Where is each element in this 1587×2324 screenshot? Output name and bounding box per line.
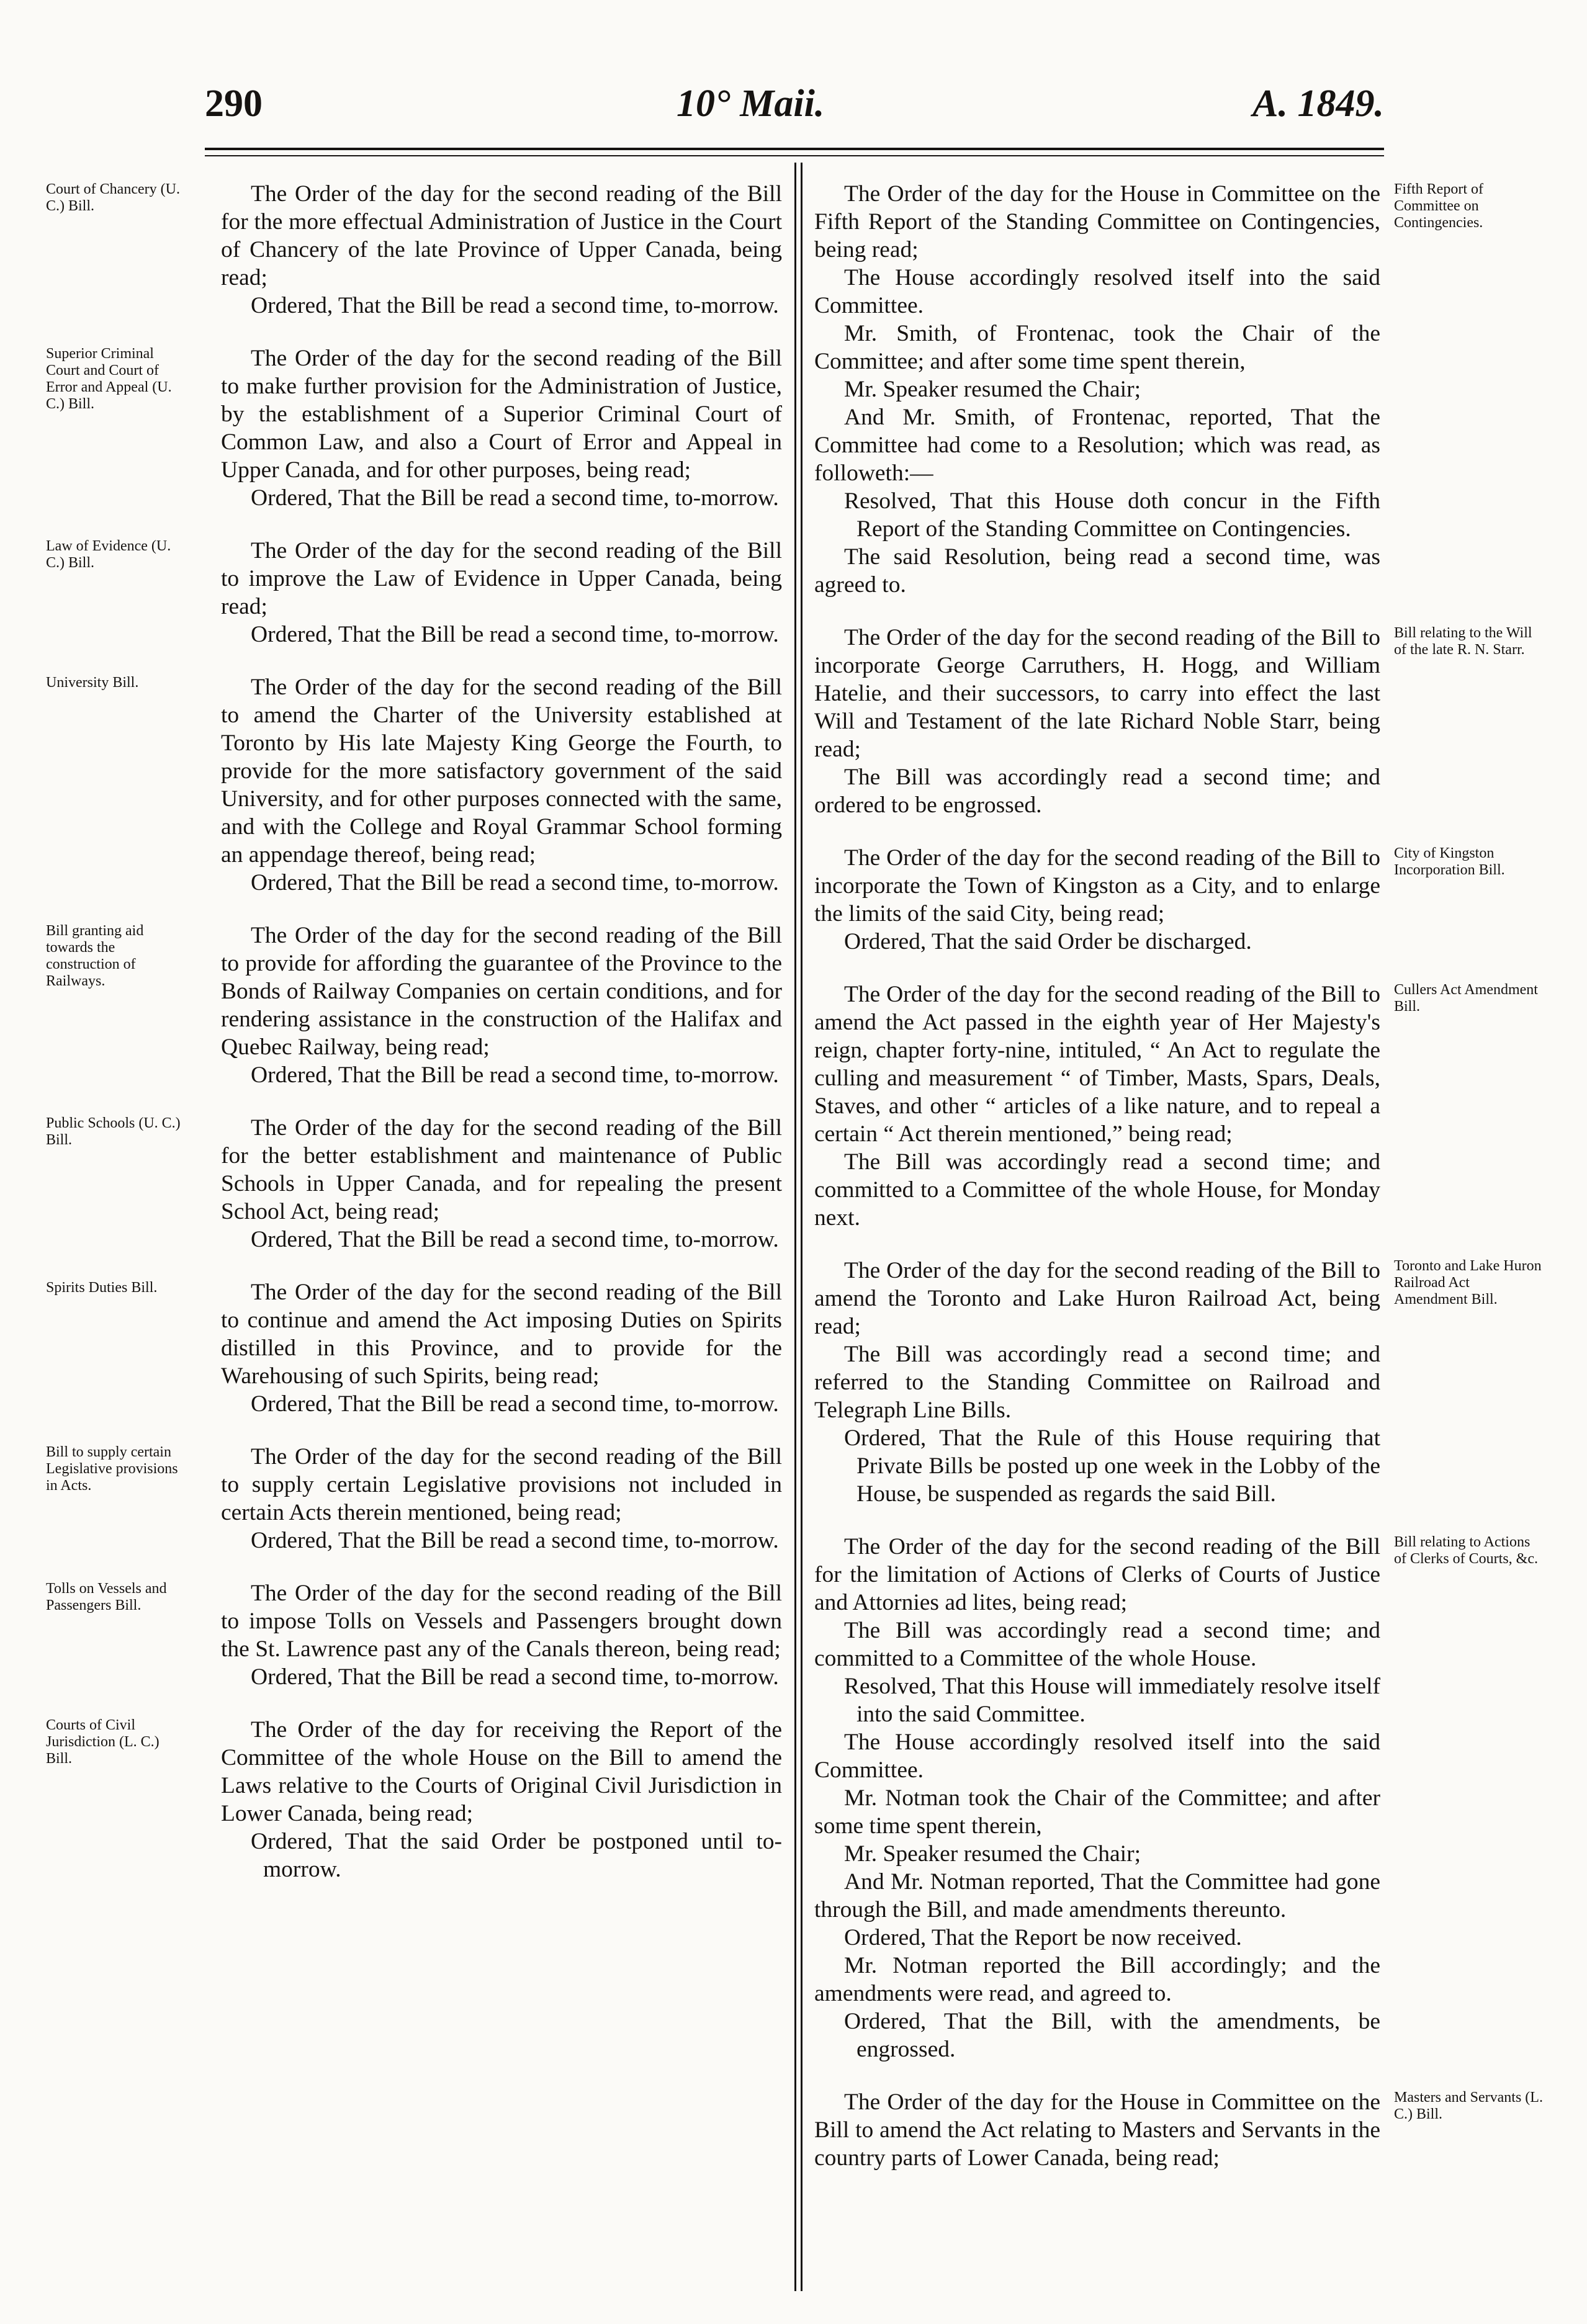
resolution-line: Ordered, That the Bill be read a second time, to-morrow. (251, 1664, 779, 1690)
entry-paragraph: The Order of the day for the House in Committee on the Fifth Report of the Standing Committee on Contingencies, being read; (814, 181, 1380, 262)
entry-paragraph: And Mr. Smith, of Frontenac, reported, That the Committee had come to a Resolution; which was read, as followeth:— (814, 405, 1380, 486)
margin-note: Bill relating to the Will of the late R. N. Starr. (1394, 625, 1532, 658)
resolution-line: Ordered, That the Bill be read a second time, to-morrow. (251, 870, 779, 895)
left-column (46, 180, 782, 1908)
entry-paragraph: The Order of the day for the second reading of the Bill to improve the Law of Evidence in Upper Canada, being read; (221, 538, 782, 619)
resolution-line: Ordered, That the Rule of this House requiring that Private Bills be posted up one week in the Lobby of the House, be suspended as regards the said Bill. (844, 1425, 1380, 1507)
entry-paragraph: Mr. Notman took the Chair of the Committee; and after some time spent therein, (814, 1785, 1380, 1839)
journal-entry (814, 844, 1505, 956)
entry-paragraph: The Order of the day for the second reading of the Bill to make further provision for the Administration of Justice, by the establishment of a Superior Criminal Court of Common Law, and also a Court of Error and Appeal in Upper Canada, and for other purposes, being read; (221, 346, 782, 483)
resolution-line: Resolved, That this House doth concur in the Fifth Report of the Standing Committee on Contingencies. (844, 488, 1380, 542)
journal-entry (46, 344, 782, 512)
entry-paragraph: And Mr. Notman reported, That the Committee had gone through the Bill, and made amendments thereunto. (814, 1869, 1380, 1922)
resolution-line: Ordered, That the said Order be postponed until to-morrow. (251, 1829, 782, 1882)
entry-paragraph: The Order of the day for the second reading of the Bill to supply certain Legislative provisions not included in certain Acts therein mentioned, being read; (221, 1444, 782, 1525)
resolution-line: Ordered, That the Bill be read a second time, to-morrow. (251, 293, 779, 318)
entry-paragraph: The Bill was accordingly read a second time; and referred to the Standing Committee on Railroad and Telegraph Line Bills. (814, 1342, 1380, 1423)
margin-note: Law of Evidence (U. C.) Bill. (46, 538, 171, 571)
margin-note: Bill granting aid towards the construction of Railways. (46, 923, 144, 989)
margin-note: Superior Criminal Court and Court of Error and Appeal (U. C.) Bill. (46, 346, 172, 412)
entry-paragraph: The House accordingly resolved itself into the said Committee. (814, 265, 1380, 318)
entry-paragraph: Mr. Smith, of Frontenac, took the Chair of the Committee; and after some time spent therein, (814, 321, 1380, 374)
margin-note: Public Schools (U. C.) Bill. (46, 1115, 181, 1148)
resolution-line: Ordered, That the Bill be read a second time, to-morrow. (251, 1062, 779, 1088)
entry-paragraph: Mr. Speaker resumed the Chair; (844, 377, 1141, 402)
resolution-line: Ordered, That the Bill be read a second time, to-morrow. (251, 1227, 779, 1252)
entry-paragraph: The Order of the day for receiving the Report of the Committee of the whole House on the Bill to amend the Laws relative to the Courts of Original Civil Jurisdiction in Lower Canada, being read; (221, 1717, 782, 1826)
journal-entry (46, 922, 782, 1089)
entry-paragraph: The Order of the day for the second reading of the Bill for the more effectual Administration of Justice in the Court of Chancery of the late Province of Upper Canada, being read; (221, 181, 782, 290)
entry-paragraph: The Order of the day for the second reading of the Bill to provide for affording the guarantee of the Province to the Bonds of Railway Companies on certain conditions, and for rendering assistance in the construction of the Halifax and Quebec Railway, being read; (221, 923, 782, 1060)
resolution-line: Ordered, That the Bill be read a second time, to-morrow. (251, 1528, 779, 1553)
header-rule-thin (205, 155, 1384, 156)
journal-entry (46, 1579, 782, 1691)
column-divider (794, 163, 796, 2291)
header-date: 10° Maii. (677, 83, 825, 125)
entry-paragraph: The Order of the day for the second reading of the Bill to continue and amend the Act imposing Duties on Spirits distilled in this Province, and to provide for the Warehousing of such Spirits, being read; (221, 1280, 782, 1389)
header-year: A. 1849. (1252, 83, 1384, 125)
right-column (814, 180, 1543, 2197)
margin-note: Masters and Servants (L. C.) Bill. (1394, 2089, 1543, 2122)
margin-note: Bill relating to Actions of Clerks of Courts, &c. (1394, 1534, 1538, 1567)
journal-entry (814, 2088, 1543, 2172)
resolution-line: Ordered, That the Bill be read a second time, to-morrow. (251, 485, 779, 511)
entry-paragraph: The Bill was accordingly read a second time; and ordered to be engrossed. (814, 765, 1380, 818)
journal-entry (46, 1443, 782, 1555)
entry-paragraph: The Order of the day for the second reading of the Bill to amend the Toronto and Lake Huron Railroad Act, being read; (814, 1258, 1380, 1339)
entry-paragraph: The Order of the day for the second reading of the Bill for the better establishment and maintenance of Public Schools in Upper Canada, and for repealing the present School Act, being read; (221, 1115, 782, 1224)
journal-entry (46, 1716, 782, 1883)
entry-paragraph: The Bill was accordingly read a second time; and committed to a Committee of the whole House. (814, 1618, 1380, 1671)
resolution-line: Ordered, That the Bill be read a second time, to-morrow. (251, 1391, 779, 1417)
margin-note: Bill to supply certain Legislative provisions in Acts. (46, 1444, 178, 1494)
journal-entry (46, 1114, 782, 1254)
margin-note: University Bill. (46, 675, 139, 691)
entry-paragraph: The Order of the day for the second reading of the Bill to impose Tolls on Vessels and Passengers brought down the St. Lawrence past any of the Canals thereon, being read; (221, 1581, 782, 1662)
margin-note: Courts of Civil Jurisdiction (L. C.) Bill. (46, 1717, 160, 1767)
journal-entry (46, 180, 782, 320)
entry-paragraph: The Order of the day for the second reading of the Bill to incorporate George Carruthers, H. Hogg, and William Hatelie, and their successors, to carry into effect the last Will and Testament of the late Richard Noble Starr, being read; (814, 625, 1380, 762)
margin-note: City of Kingston Incorporation Bill. (1394, 845, 1505, 878)
margin-note: Spirits Duties Bill. (46, 1280, 158, 1296)
entry-paragraph: Mr. Speaker resumed the Chair; (844, 1841, 1141, 1867)
resolution-line: Ordered, That the Bill be read a second time, to-morrow. (251, 622, 779, 647)
page-number: 290 (205, 83, 263, 125)
entry-paragraph: The House accordingly resolved itself into the said Committee. (814, 1730, 1380, 1783)
entry-paragraph: The Bill was accordingly read a second time; and committed to a Committee of the whole House, for Monday next. (814, 1149, 1380, 1231)
margin-note: Fifth Report of Committee on Contingencies. (1394, 181, 1483, 231)
header-rule (205, 148, 1384, 150)
entry-paragraph: The Order of the day for the second reading of the Bill to amend the Act passed in the eighth year of Her Majesty's reign, chapter forty-nine, intituled, “ An Act to regulate the culling and measurement “ of Timber, Masts, Spars, Deals, Staves, and other “ articles of a like nature, and to repeal a certain “ Act therein mentioned,” being read; (814, 982, 1380, 1147)
margin-note: Toronto and Lake Huron Railroad Act Amendment Bill. (1394, 1258, 1542, 1308)
column-divider (801, 163, 802, 2291)
entry-paragraph: The Order of the day for the House in Committee on the Bill to amend the Act relating to Masters and Servants in the country parts of Lower Canada, being read; (814, 2089, 1380, 2171)
margin-note: Tolls on Vessels and Passengers Bill. (46, 1581, 167, 1613)
journal-entry (814, 980, 1538, 1232)
journal-entry (814, 624, 1532, 819)
journal-entry (814, 1257, 1542, 1508)
resolution-line: Ordered, That the said Order be discharged. (844, 929, 1252, 954)
journal-entry (814, 1533, 1538, 2063)
resolution-line: Ordered, That the Report be now received. (844, 1925, 1242, 1950)
entry-paragraph: The said Resolution, being read a second time, was agreed to. (814, 544, 1380, 598)
entry-paragraph: The Order of the day for the second reading of the Bill for the limitation of Actions of Clerks of Courts of Justice and Attornies ad lites, being read; (814, 1534, 1380, 1615)
resolution-line: Resolved, That this House will immediately resolve itself into the said Committee. (844, 1674, 1380, 1727)
entry-paragraph: The Order of the day for the second reading of the Bill to amend the Charter of the University established at Toronto by His late Majesty King George the Fourth, to provide for the more satisfactory government of the said University, and for other purposes connected with the same, and with the College and Royal Grammar School forming an appendage thereof, being read; (221, 675, 782, 868)
journal-entry (814, 180, 1483, 599)
entry-paragraph: Mr. Notman reported the Bill accordingly; and the amendments were read, and agreed to. (814, 1953, 1380, 2006)
entry-paragraph: The Order of the day for the second reading of the Bill to incorporate the Town of Kingston as a City, and to enlarge the limits of the said City, being read; (814, 845, 1380, 926)
journal-entry (46, 1278, 782, 1418)
page-header (205, 82, 1384, 138)
journal-entry (46, 537, 782, 648)
journal-entry (46, 673, 782, 897)
margin-note: Cullers Act Amendment Bill. (1394, 982, 1538, 1015)
margin-note: Court of Chancery (U. C.) Bill. (46, 181, 180, 214)
resolution-line: Ordered, That the Bill, with the amendments, be engrossed. (844, 2009, 1380, 2062)
